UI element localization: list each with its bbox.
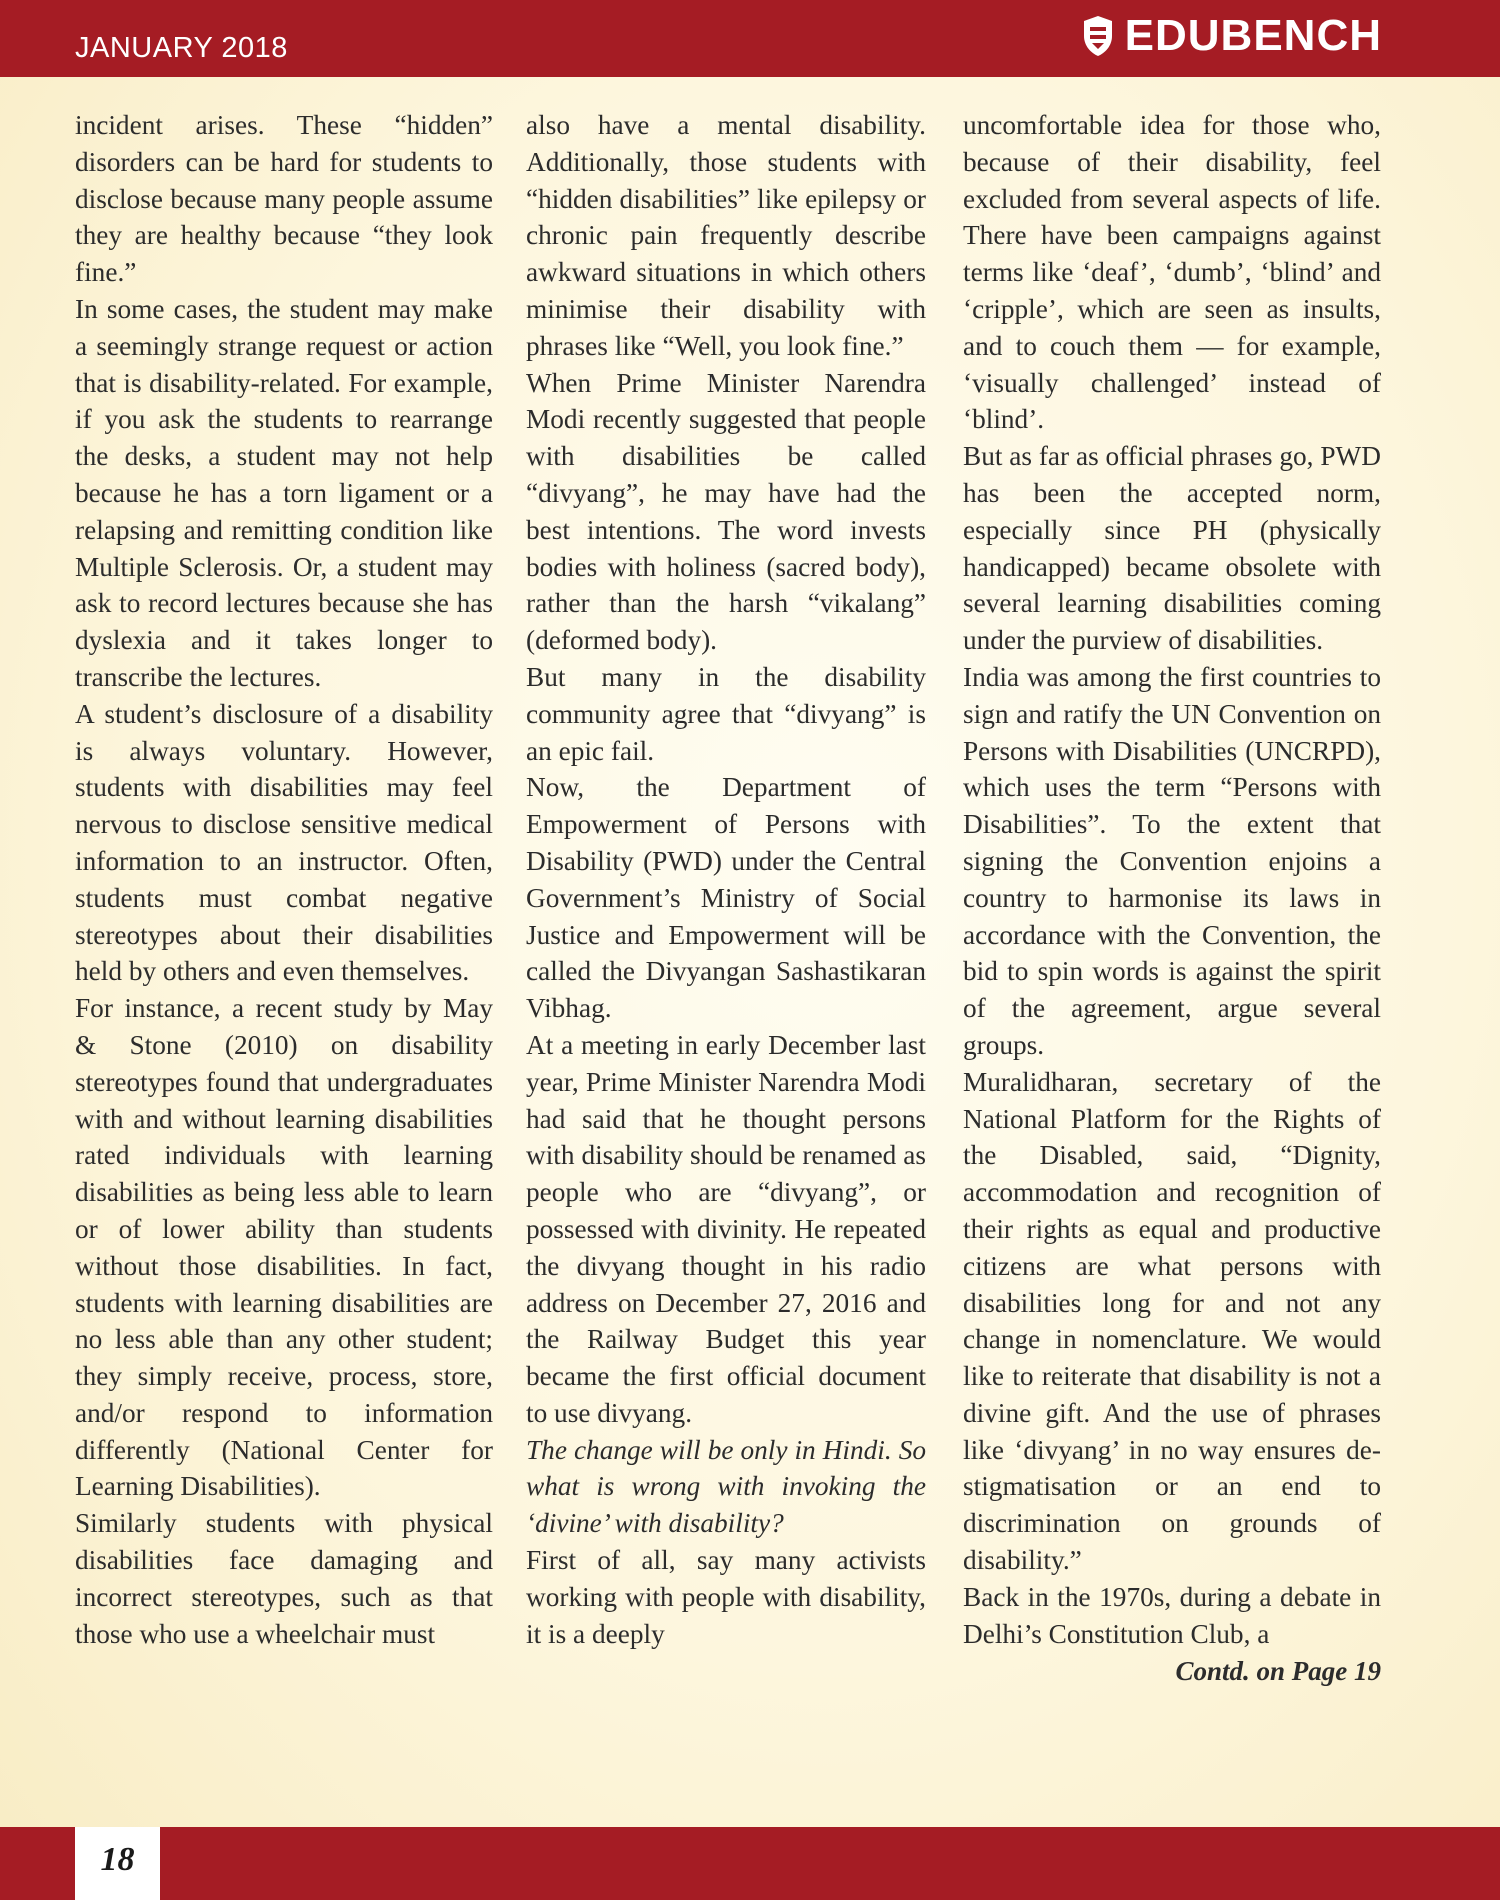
page-footer (0, 1827, 1500, 1900)
paragraph: A student’s disclosure of a disability is always voluntary. However, students with disabilities may feel nervous to disclose sensitive medical information to an instructor. Often, students must combat negative stereotypes about their disabilities held by others and even themselves. (75, 698, 493, 987)
article-body (0, 107, 1500, 1797)
paragraph: But as far as official phrases go, PWD has been the accepted norm, especially since PH (physically handicapped) became obsolete with several learning disabilities coming under the purview of disabilities. (963, 441, 1381, 656)
article-column-3 (963, 107, 1381, 1690)
paragraph: also have a mental disability. Additionally, those students with “hidden disabilities” like epilepsy or chronic pain frequently describe awkward situations in which others minimise their disability with phrases like “Well, you look fine.” (526, 110, 926, 361)
paragraph: incident arises. These “hidden” disorders can be hard for students to disclose because many people assume they are healthy because “they look fine.” (75, 110, 493, 288)
paragraph: In some cases, the student may make a seemingly strange request or action that is disability-related. For example, if you ask the students to rearrange the desks, a student may not help because he has a torn ligament or a relapsing and remitting condition like Multiple Sclerosis. Or, a student may ask to record lectures because she has dyslexia and it takes longer to transcribe the lectures. (75, 293, 493, 692)
paragraph: Muralidharan, secretary of the National Platform for the Rights of the Disabled, said, “Dignity, accommodation and recognition of their rights as equal and productive citizens are what persons with disabilities long for and not any change in nomenclature. We would like to reiterate that disability is not a divine gift. And the use of phrases like ‘divyang’ in no way ensures de-stigmatisation or an end to discrimination on grounds of disability.” (963, 1066, 1381, 1576)
paragraph: At a meeting in early December last year, Prime Minister Narendra Modi had said that he thought persons with disability should be renamed as people who are “divyang”, or possessed with divinity. He repeated the divyang thought in his radio address on December 27, 2016 and the Railway Budget this year became the first official document to use divyang. (526, 1029, 926, 1428)
page-number: 18 (100, 1841, 135, 1878)
page-number-box (75, 1827, 160, 1900)
italic-question: The change will be only in Hindi. So what is wrong with invoking the ‘divine’ with disability? (526, 1434, 926, 1539)
page-header (0, 0, 1500, 77)
paragraph: India was among the first countries to sign and ratify the UN Convention on Persons with Disabilities (UNCRPD), which uses the term “Persons with Disabilities”. To the extent that signing the Convention enjoins a country to harmonise its laws in accordance with the Convention, the bid to spin words is against the spirit of the agreement, argue several groups. (963, 661, 1381, 1060)
article-column-1 (75, 107, 493, 1652)
paragraph: Now, the Department of Empowerment of Persons with Disability (PWD) under the Central Government’s Ministry of Social Justice and Empowerment will be called the Divyangan Sashastikaran Vibhag. (526, 772, 926, 1024)
continued-link[interactable]: Contd. on Page 19 (1175, 1656, 1381, 1687)
paragraph: uncomfortable idea for those who, because of their disability, feel excluded from several aspects of life. There have been campaigns against terms like ‘deaf’, ‘dumb’, ‘blind’ and ‘cripple’, which are seen as insults, and to couch them — for example, ‘visually challenged’ instead of ‘blind’. (963, 110, 1381, 435)
paragraph: For instance, a recent study by May & Stone (2010) on disability stereotypes found that undergraduates with and without learning disabilities rated individuals with learning disabilities as being less able to learn or of lower ability than students without those disabilities. In fact, students with learning disabilities are no less able than any other student; they simply receive, process, store, and/or respond to information differently (National Center for Learning Disabilities). (75, 993, 493, 1502)
paragraph: Back in the 1970s, during a debate in Delhi’s Constitution Club, a (963, 1581, 1381, 1649)
paragraph: When Prime Minister Narendra Modi recently suggested that people with disabilities be called “divyang”, he may have had the best intentions. The word invests bodies with holiness (sacred body), rather than the harsh “vikalang” (deformed body). (526, 367, 926, 656)
article-column-2 (526, 107, 926, 1652)
issue-date: JANUARY 2018 (75, 32, 288, 64)
paragraph: But many in the disability community agree that “divyang” is an epic fail. (526, 661, 926, 766)
paragraph: Similarly students with physical disabilities face damaging and incorrect stereotypes, such as that those who use a wheelchair must (75, 1508, 493, 1649)
brand-name: EDUBENCH (1124, 11, 1382, 60)
brand-logo (1081, 8, 1382, 64)
shield-logo-icon (1081, 14, 1115, 58)
paragraph: First of all, say many activists working with people with disability, it is a deeply (526, 1545, 926, 1649)
